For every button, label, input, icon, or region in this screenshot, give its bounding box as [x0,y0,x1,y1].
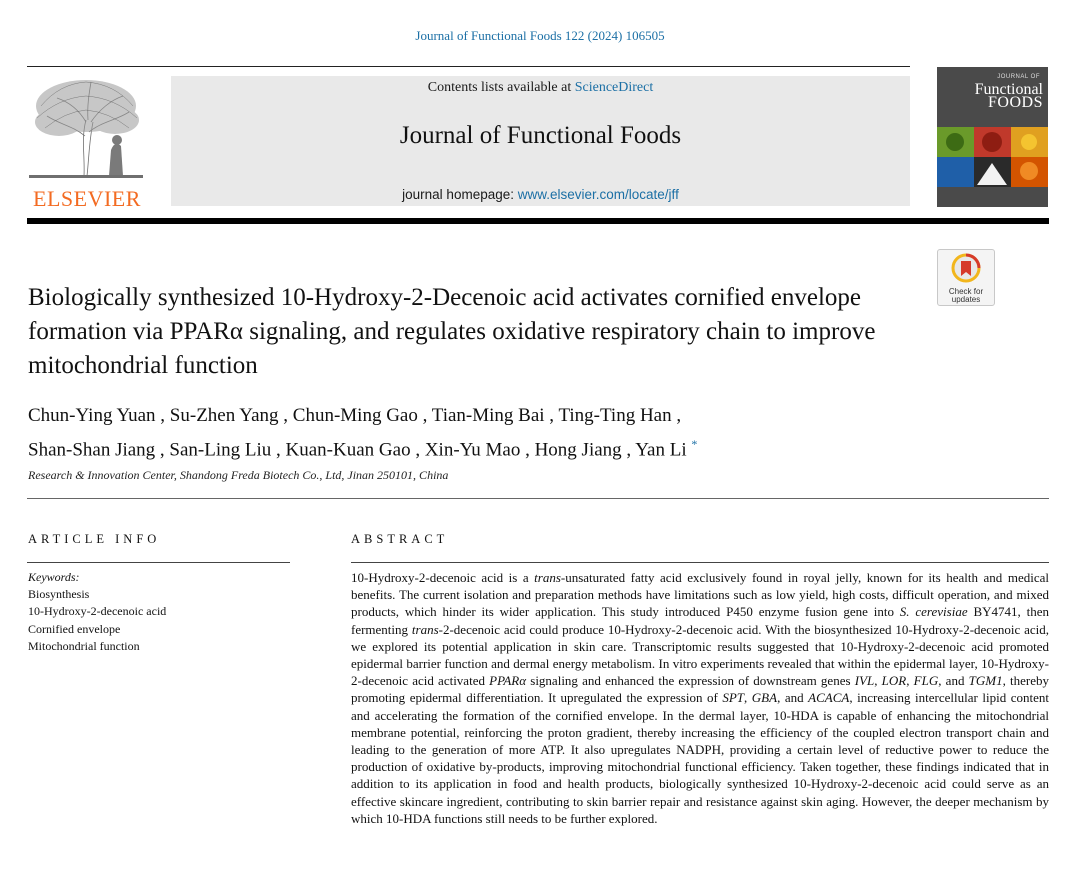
journal-cover-image[interactable] [937,67,1048,207]
keyword-item[interactable]: 10-Hydroxy-2-decenoic acid [28,604,167,619]
publisher-logo[interactable] [27,76,147,211]
abstract-gene-name: TGM1 [968,673,1003,689]
homepage-prefix: journal homepage: [402,187,518,202]
journal-header-band [171,76,910,206]
affiliation-rule [27,498,1049,499]
abstract-span: , [874,673,882,689]
article-info-rule [27,562,290,563]
journal-title: Journal of Functional Foods [399,122,682,149]
check-updates-line2: updates [951,295,981,304]
homepage-line [171,187,910,202]
cover-artwork [937,127,1048,187]
abstract-span: , [744,690,752,706]
check-for-updates-badge[interactable] [937,249,995,306]
abstract-span: , thereby promoting epidermal differentiation. It upregulated the expression of [351,673,1050,706]
abstract-gene-name: GBA [751,690,778,706]
keyword-item[interactable]: Biosynthesis [28,587,90,602]
abstract-italic-term: PPARα [489,673,527,689]
abstract-gene-name: LOR [881,673,907,689]
check-updates-icon [951,253,981,283]
abstract-paragraph [351,569,1049,827]
header-top-rule [27,66,910,67]
abstract-heading: ABSTRACT [351,532,449,546]
keywords-list [28,569,166,655]
header-bottom-rule [27,218,1049,224]
keyword-item[interactable]: Mitochondrial function [28,638,140,653]
cover-title-line2: FOODS [988,94,1043,111]
affiliation: Research & Innovation Center, Shandong Freda Biotech Co., Ltd, Jinan 250101, China [28,468,449,482]
elsevier-tree-icon [29,76,143,180]
abstract-rule [351,562,1049,563]
abstract-span: , and [938,673,969,689]
article-title: Biologically synthesized 10-Hydroxy-2-Decenoic acid activates cornified envelope formation via PPARα signaling, and regulates oxidative respiratory chain to improve mitochondrial function [28,284,876,379]
sciencedirect-link[interactable]: ScienceDirect [574,80,654,95]
cover-title-line1: Functional [974,81,1043,98]
authors-line-2-names[interactable]: Shan-Shan Jiang , San-Ling Liu , Kuan-Kuan Gao , Xin-Yu Mao , Hong Jiang , Yan Li [28,439,687,461]
abstract-span: , increasing intercellular lipid content and accelerating the formation of the cornified envelope. In the dermal layer, 10-HDA is capable of enhancing the mitochondrial membrane potential, reinforcing the proton gradient, thereby increasing the efficiency of the coupled electron transport chain and leading to the generation of more ATP. It also upregulates NADPH, providing a certain level of reductive power to reduce the production of oxidative by-products, improving mitochondrial functional efficiency. Taken together, these findings indicated that in addition to its application in food and health products, biologically synthesized 10-Hydroxy-2-decenoic acid could serve as an effective skincare ingredient, contributing to skin barrier repair and resistance against skin aging. However, the deeper mechanism by which 10-HDA functions still needs to be further explored. [351,690,1050,826]
keywords-label: Keywords: [28,570,80,584]
abstract-span: BY4741, then fermenting [351,604,1049,637]
abstract-italic-term: trans [534,570,561,585]
abstract-gene-name: FLG [913,673,939,689]
abstract-span: 10-Hydroxy-2-decenoic acid is a [351,570,535,585]
abstract-text [351,569,1049,827]
abstract-gene-name: ACACA [808,690,850,706]
contents-prefix: Contents lists available at [427,80,575,95]
author-list [28,402,928,464]
abstract-gene-name: IVL [854,673,875,689]
journal-homepage-link[interactable]: www.elsevier.com/locate/jff [517,187,679,202]
publisher-name: ELSEVIER [33,186,141,211]
abstract-italic-term: S. cerevisiae [899,604,968,620]
journal-citation[interactable]: Journal of Functional Foods 122 (2024) 106505 [415,28,665,43]
abstract-span: signaling and enhanced the expression of downstream genes [526,673,855,689]
contents-line [171,80,910,96]
abstract-span: , [906,673,914,689]
article-info-heading: ARTICLE INFO [28,532,161,546]
abstract-span: -unsaturated fatty acid exclusively found in royal jelly, known for its health and medical benefits. The current isolation and preparation methods have limitations such as low yield, high costs, difficult operation, and mixed products, which hinder its wider application. This study introduced P450 enzyme fusion gene into [351,570,1049,620]
authors-line-1[interactable]: Chun-Ying Yuan , Su-Zhen Yang , Chun-Ming Gao , Tian-Ming Bai , Ting-Ting Han , [28,405,682,426]
cover-small-text: JOURNAL OF [997,74,1040,80]
abstract-italic-term: trans [411,621,439,637]
corresponding-author-mark[interactable]: * [691,437,698,451]
abstract-gene-name: SPT [722,690,745,706]
abstract-span: -2-decenoic acid could produce 10-Hydroxy-2-decenoic acid. With the biosynthesized 10-Hydroxy-2-decenoic acid, we explored its potential application in skin care. Transcriptomic results suggested that 10-Hydroxy-2-decenoic acid promoted epidermal barrier function and dermal energy metabolism. In vitro experiments revealed that within the epidermal layer, 10-Hydroxy-2-decenoic acid activated [351,621,1049,689]
authors-line-2 [28,430,928,464]
abstract-span: , and [777,690,809,706]
keyword-item[interactable]: Cornified envelope [28,621,121,636]
check-updates-line1: Check for [948,287,984,296]
